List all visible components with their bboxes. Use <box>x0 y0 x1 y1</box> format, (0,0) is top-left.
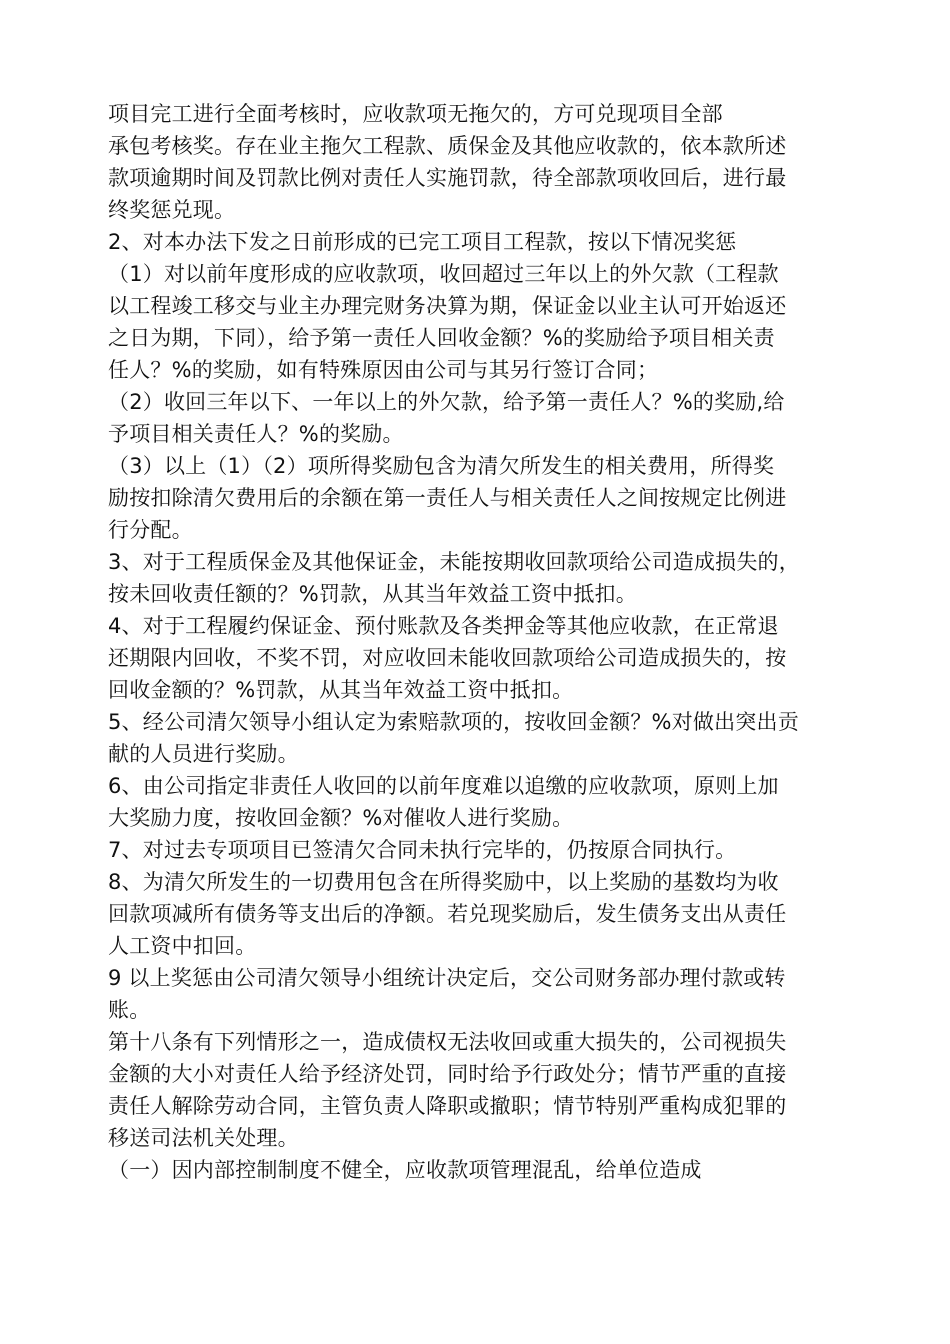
text-line: （1）对以前年度形成的应收款项，收回超过三年以上的外欠款（工程款 <box>108 262 779 286</box>
text-line: 大奖励力度，按收回金额？%对催收人进行奖励。 <box>108 806 574 830</box>
text-line: 任人？%的奖励，如有特殊原因由公司与其另行签订合同； <box>108 358 659 382</box>
text-line: 5、经公司清欠领导小组认定为索赔款项的，按收回金额？%对做出突出贡 <box>108 710 799 734</box>
text-line: 终奖惩兑现。 <box>108 198 236 222</box>
text-line: 7、对过去专项项目已签清欠合同未执行完毕的，仍按原合同执行。 <box>108 838 737 862</box>
text-line: 还期限内回收，不奖不罚，对应收回未能收回款项给公司造成损失的，按 <box>108 646 787 670</box>
text-line: 6、由公司指定非责任人收回的以前年度难以追缴的应收款项，原则上加 <box>108 774 779 798</box>
text-line: 款项逾期时间及罚款比例对责任人实施罚款，待全部款项收回后，进行最 <box>108 166 787 190</box>
text-line: 之日为期，下同），给予第一责任人回收金额？%的奖励给予项目相关责 <box>108 326 775 350</box>
text-line: （一）因内部控制制度不健全，应收款项管理混乱，给单位造成 <box>108 1158 702 1182</box>
text-line: 3、对于工程质保金及其他保证金，未能按期收回款项给公司造成损失的， <box>108 550 800 574</box>
text-line: 献的人员进行奖励。 <box>108 742 299 766</box>
text-line: 人工资中扣回。 <box>108 934 257 958</box>
text-line: 项目完工进行全面考核时，应收款项无拖欠的，方可兑现项目全部 <box>108 102 723 126</box>
text-line: 第十八条有下列情形之一，造成债权无法收回或重大损失的，公司视损失 <box>108 1030 787 1054</box>
text-line: 8、为清欠所发生的一切费用包含在所得奖励中，以上奖励的基数均为收 <box>108 870 779 894</box>
text-line: 金额的大小对责任人给予经济处罚，同时给予行政处分；情节严重的直接 <box>108 1062 787 1086</box>
text-line: 承包考核奖。存在业主拖欠工程款、质保金及其他应收款的，依本款所述 <box>108 134 787 158</box>
text-line: 以工程竣工移交与业主办理完财务决算为期，保证金以业主认可开始返还 <box>108 294 787 318</box>
text-line: 按未回收责任额的？%罚款，从其当年效益工资中抵扣。 <box>108 582 637 606</box>
text-line: 回收金额的？%罚款，从其当年效益工资中抵扣。 <box>108 678 574 702</box>
text-line: 回款项减所有债务等支出后的净额。若兑现奖励后，发生债务支出从责任 <box>108 902 787 926</box>
text-line: 2、对本办法下发之日前形成的已完工项目工程款，按以下情况奖惩 <box>108 230 737 254</box>
text-line: 行分配。 <box>108 518 193 542</box>
text-line: 责任人解除劳动合同，主管负责人降职或撤职；情节特别严重构成犯罪的 <box>108 1094 787 1118</box>
text-line: 移送司法机关处理。 <box>108 1126 299 1150</box>
text-line: 4、对于工程履约保证金、预付账款及各类押金等其他应收款，在正常退 <box>108 614 779 638</box>
text-line: （3）以上（1）（2）项所得奖励包含为清欠所发生的相关费用，所得奖 <box>108 454 775 478</box>
document-body <box>108 98 860 1186</box>
text-line: 9 以上奖惩由公司清欠领导小组统计决定后，交公司财务部办理付款或转 <box>108 966 786 990</box>
text-line: 励按扣除清欠费用后的余额在第一责任人与相关责任人之间按规定比例进 <box>108 486 787 510</box>
text-line: 账。 <box>108 998 151 1022</box>
text-line: 予项目相关责任人？%的奖励。 <box>108 422 404 446</box>
text-line: （2）收回三年以下、一年以上的外欠款，给予第一责任人？%的奖励,给 <box>108 390 785 414</box>
